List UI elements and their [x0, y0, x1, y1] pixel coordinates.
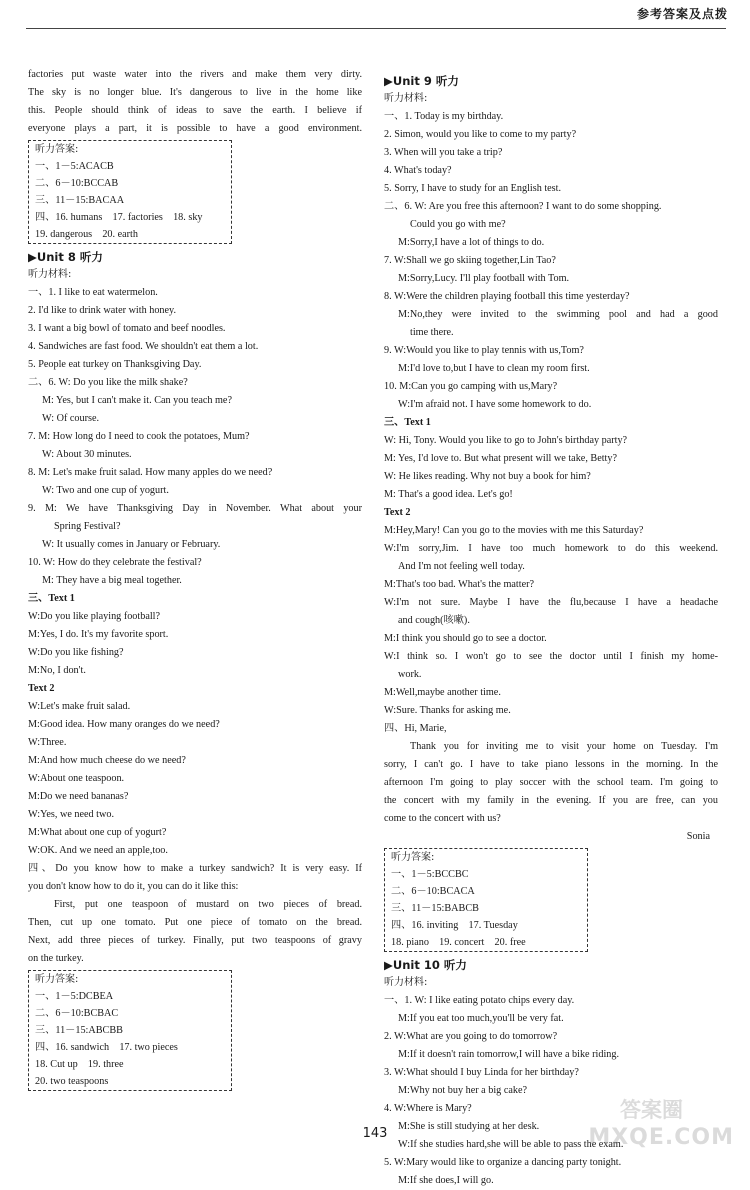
- text-line: 2. I'd like to drink water with honey.: [28, 305, 177, 316]
- text-line: 10. W: How do they celebrate the festival?: [28, 557, 202, 568]
- text-line: 4. W:Where is Mary?: [384, 1103, 472, 1114]
- letter-greeting: 四、Hi, Marie,: [384, 723, 447, 734]
- text-line: Could you go with me?: [410, 219, 506, 230]
- text-line: 8. W:Were the children playing football this time yesterday?: [384, 291, 630, 302]
- text-line: M:Do we need bananas?: [28, 791, 129, 802]
- unit-heading: [384, 956, 718, 974]
- text-line: and cough(咳嗽).: [398, 615, 470, 626]
- watermark-url: MXQE.COM: [588, 1125, 734, 1150]
- triangle-icon: ▶: [384, 958, 393, 972]
- watermark-logo: [616, 1096, 726, 1122]
- text-line: 5. W:Mary would like to organize a dancing party tonight.: [384, 1157, 622, 1168]
- letter-signature: Sonia: [686, 831, 710, 842]
- unit-title: Unit 8 听力: [36, 250, 103, 264]
- text-line: M: That's a good idea. Let's go!: [384, 489, 513, 500]
- text-line: come to the concert with us?: [384, 813, 501, 824]
- text-line: M:What about one cup of yogurt?: [28, 827, 167, 838]
- text-line: W: Of course.: [42, 413, 100, 424]
- answer-line: 四、16. inviting 17. Tuesday: [391, 920, 518, 931]
- text-line: 7. W:Shall we go skiing together,Lin Tao?: [384, 255, 556, 266]
- answer-box-title: 听力答案:: [35, 144, 79, 155]
- text-line: M:No, I don't.: [28, 665, 86, 676]
- text-line: W:I'm not sure. Maybe I have the flu,because I have a headache: [384, 597, 718, 608]
- answer-line: 19. dangerous 20. earth: [35, 229, 138, 240]
- text-line: W:Let's make fruit salad.: [28, 701, 131, 712]
- text-heading: Text 2: [28, 683, 55, 694]
- text-line: M:Why not buy her a big cake?: [398, 1085, 528, 1096]
- text-line: 2. Simon, would you like to come to my party?: [384, 129, 577, 140]
- text-line: factories put waste water into the rivers and make them very dirty.: [28, 69, 362, 80]
- answer-line: 一、1－5:DCBEA: [35, 991, 114, 1002]
- text-heading: Text 2: [384, 507, 411, 518]
- text-line: M:Yes, I do. It's my favorite sport.: [28, 629, 169, 640]
- unit-title: Unit 9 听力: [392, 74, 459, 88]
- unit-heading: [384, 72, 718, 90]
- text-line: M:Sorry,I have a lot of things to do.: [398, 237, 545, 248]
- text-line: everyone plays a part, it is possible to have a good environment.: [28, 123, 362, 134]
- text-line: Spring Festival?: [54, 521, 121, 532]
- text-line: 2. W:What are you going to do tomorrow?: [384, 1031, 558, 1042]
- text-line: M:I think you should go to see a doctor.: [384, 633, 547, 644]
- text-line: 四、Do you know how to make a turkey sandwich? It is very easy. If: [28, 863, 362, 874]
- text-line: the concert with my family in the evening. If you are free, can you: [384, 795, 718, 806]
- unit-heading: [28, 248, 362, 266]
- text-line: 3. W:What should I buy Linda for her birthday?: [384, 1067, 579, 1078]
- answer-line: 二、6－10:BCCAB: [35, 178, 119, 189]
- text-line: W:I think so. I won't go to see the doctor until I finish my home-: [384, 651, 718, 662]
- text-line: And I'm not feeling well today.: [398, 561, 525, 572]
- text-line: M:And how much cheese do we need?: [28, 755, 186, 766]
- section-label: 听力材料:: [384, 93, 428, 104]
- text-line: W: About 30 minutes.: [42, 449, 132, 460]
- triangle-icon: ▶: [28, 250, 37, 264]
- text-line: W:About one teaspoon.: [28, 773, 125, 784]
- text-line: M:If she does,I will go.: [398, 1175, 494, 1186]
- section-label: 听力材料:: [28, 269, 72, 280]
- answer-line: 18. Cut up 19. three: [35, 1059, 124, 1070]
- text-line: afternoon I'm going to play soccer with the school team. I'm going to: [384, 777, 718, 788]
- text-line: W:I'm sorry,Jim. I have too much homework to do this weekend.: [384, 543, 718, 554]
- page-number: 143: [362, 1126, 388, 1141]
- text-line: W: It usually comes in January or February.: [42, 539, 221, 550]
- text-line: Next, add three pieces of turkey. Finally, put two teaspoons of gravy: [28, 935, 362, 946]
- text-line: M:If you eat too much,you'll be very fat.: [398, 1013, 564, 1024]
- text-heading: 三、Text 1: [384, 417, 431, 428]
- text-line: 9. M: We have Thanksgiving Day in November. What about your: [28, 503, 362, 514]
- text-line: M:Hey,Mary! Can you go to the movies with me this Saturday?: [384, 525, 644, 536]
- text-line: W:Yes, we need two.: [28, 809, 115, 820]
- answer-line: 三、11－15:ABCBB: [35, 1025, 123, 1036]
- text-line: 二、6. W: Do you like the milk shake?: [28, 377, 188, 388]
- text-line: 一、1. I like to eat watermelon.: [28, 287, 158, 298]
- text-line: W:Do you like fishing?: [28, 647, 124, 658]
- answer-line: 一、1－5:BCCBC: [391, 869, 469, 880]
- text-line: Thank you for inviting me to visit your home on Tuesday. I'm: [410, 741, 718, 752]
- text-line: 8. M: Let's make fruit salad. How many apples do we need?: [28, 467, 273, 478]
- text-line: M:She is still studying at her desk.: [398, 1121, 540, 1132]
- triangle-icon: ▶: [384, 74, 393, 88]
- text-line: W:Do you like playing football?: [28, 611, 161, 622]
- text-line: 9. W:Would you like to play tennis with us,Tom?: [384, 345, 584, 356]
- answer-line: 三、11－15:BACAA: [35, 195, 125, 206]
- text-line: M:Sorry,Lucy. I'll play football with Tom.: [398, 273, 570, 284]
- text-line: M:Well,maybe another time.: [384, 687, 501, 698]
- answer-line: 二、6－10:BCACA: [391, 886, 475, 897]
- answer-box-title: 听力答案:: [35, 974, 79, 985]
- text-line: 7. M: How long do I need to cook the potatoes, Mum?: [28, 431, 250, 442]
- answer-line: 20. two teaspoons: [35, 1076, 109, 1087]
- text-line: The sky is no longer blue. It's dangerous to live in the home like: [28, 87, 362, 98]
- answer-box: [28, 970, 232, 1091]
- left-column: [28, 66, 362, 1095]
- page-header-title: 参考答案及点拨: [636, 7, 728, 21]
- text-line: time there.: [410, 327, 454, 338]
- text-line: 5. Sorry, I have to study for an English test.: [384, 183, 562, 194]
- text-line: M: They have a big meal together.: [42, 575, 182, 586]
- text-line: W:OK. And we need an apple,too.: [28, 845, 168, 856]
- text-line: M: Yes, but I can't make it. Can you teach me?: [42, 395, 232, 406]
- text-line: M:I'd love to,but I have to clean my room first.: [398, 363, 590, 374]
- answer-line: 四、16. humans 17. factories 18. sky: [35, 212, 203, 223]
- text-line: W:Sure. Thanks for asking me.: [384, 705, 511, 716]
- text-line: 二、6. W: Are you free this afternoon? I want to do some shopping.: [384, 201, 662, 212]
- answer-line: 一、1－5:ACACB: [35, 161, 114, 172]
- text-line: 5. People eat turkey on Thanksgiving Day.: [28, 359, 202, 370]
- text-line: W: He likes reading. Why not buy a book for him?: [384, 471, 591, 482]
- text-line: M:That's too bad. What's the matter?: [384, 579, 535, 590]
- right-column: [384, 72, 718, 1190]
- text-line: 4. Sandwiches are fast food. We shouldn't eat them a lot.: [28, 341, 259, 352]
- text-line: W: Two and one cup of yogurt.: [42, 485, 169, 496]
- text-line: W:If she studies hard,she will be able to pass the exam.: [398, 1139, 624, 1150]
- text-line: M:No,they were invited to the swimming pool and had a good: [398, 309, 718, 320]
- unit-title: Unit 10 听力: [392, 958, 467, 972]
- text-line: M:Good idea. How many oranges do we need?: [28, 719, 220, 730]
- answer-box-title: 听力答案:: [391, 852, 435, 863]
- text-line: this. People should think of ideas to save the earth. I believe if: [28, 105, 362, 116]
- answer-line: 四、16. sandwich 17. two pieces: [35, 1042, 178, 1053]
- answer-box: [384, 848, 588, 952]
- text-line: First, put one teaspoon of mustard on two pieces of bread.: [54, 899, 362, 910]
- answer-line: 三、11－15:BABCB: [391, 903, 479, 914]
- text-line: 10. M:Can you go camping with us,Mary?: [384, 381, 558, 392]
- text-line: you don't know how to do it, you can do it like this:: [28, 881, 239, 892]
- text-line: 3. When will you take a trip?: [384, 147, 503, 158]
- text-line: on the turkey.: [28, 953, 84, 964]
- text-line: W:Three.: [28, 737, 67, 748]
- text-line: M: Yes, I'd love to. But what present will we take, Betty?: [384, 453, 618, 464]
- text-line: 3. I want a big bowl of tomato and beef noodles.: [28, 323, 226, 334]
- text-line: Then, cut up one tomato. Put one piece of tomato on the bread.: [28, 917, 362, 928]
- text-line: M:If it doesn't rain tomorrow,I will have a bike riding.: [398, 1049, 620, 1060]
- answer-line: 二、6－10:BCBAC: [35, 1008, 119, 1019]
- watermark: [588, 1096, 740, 1151]
- text-line: 一、1. Today is my birthday.: [384, 111, 504, 122]
- watermark-logo-text: 答案圈: [620, 1098, 683, 1122]
- section-label: 听力材料:: [384, 977, 428, 988]
- text-heading: 三、Text 1: [28, 593, 75, 604]
- text-line: W: Hi, Tony. Would you like to go to John's birthday party?: [384, 435, 628, 446]
- text-line: work.: [398, 669, 422, 680]
- answer-box: [28, 140, 232, 244]
- answer-line: 18. piano 19. concert 20. free: [391, 937, 526, 948]
- text-line: 4. What's today?: [384, 165, 452, 176]
- header-divider: [26, 28, 726, 29]
- text-line: W:I'm afraid not. I have some homework to do.: [398, 399, 592, 410]
- text-line: 一、1. W: I like eating potato chips every day.: [384, 995, 575, 1006]
- text-line: sorry, I can't go. I have to take piano lessons in the morning. In the: [384, 759, 718, 770]
